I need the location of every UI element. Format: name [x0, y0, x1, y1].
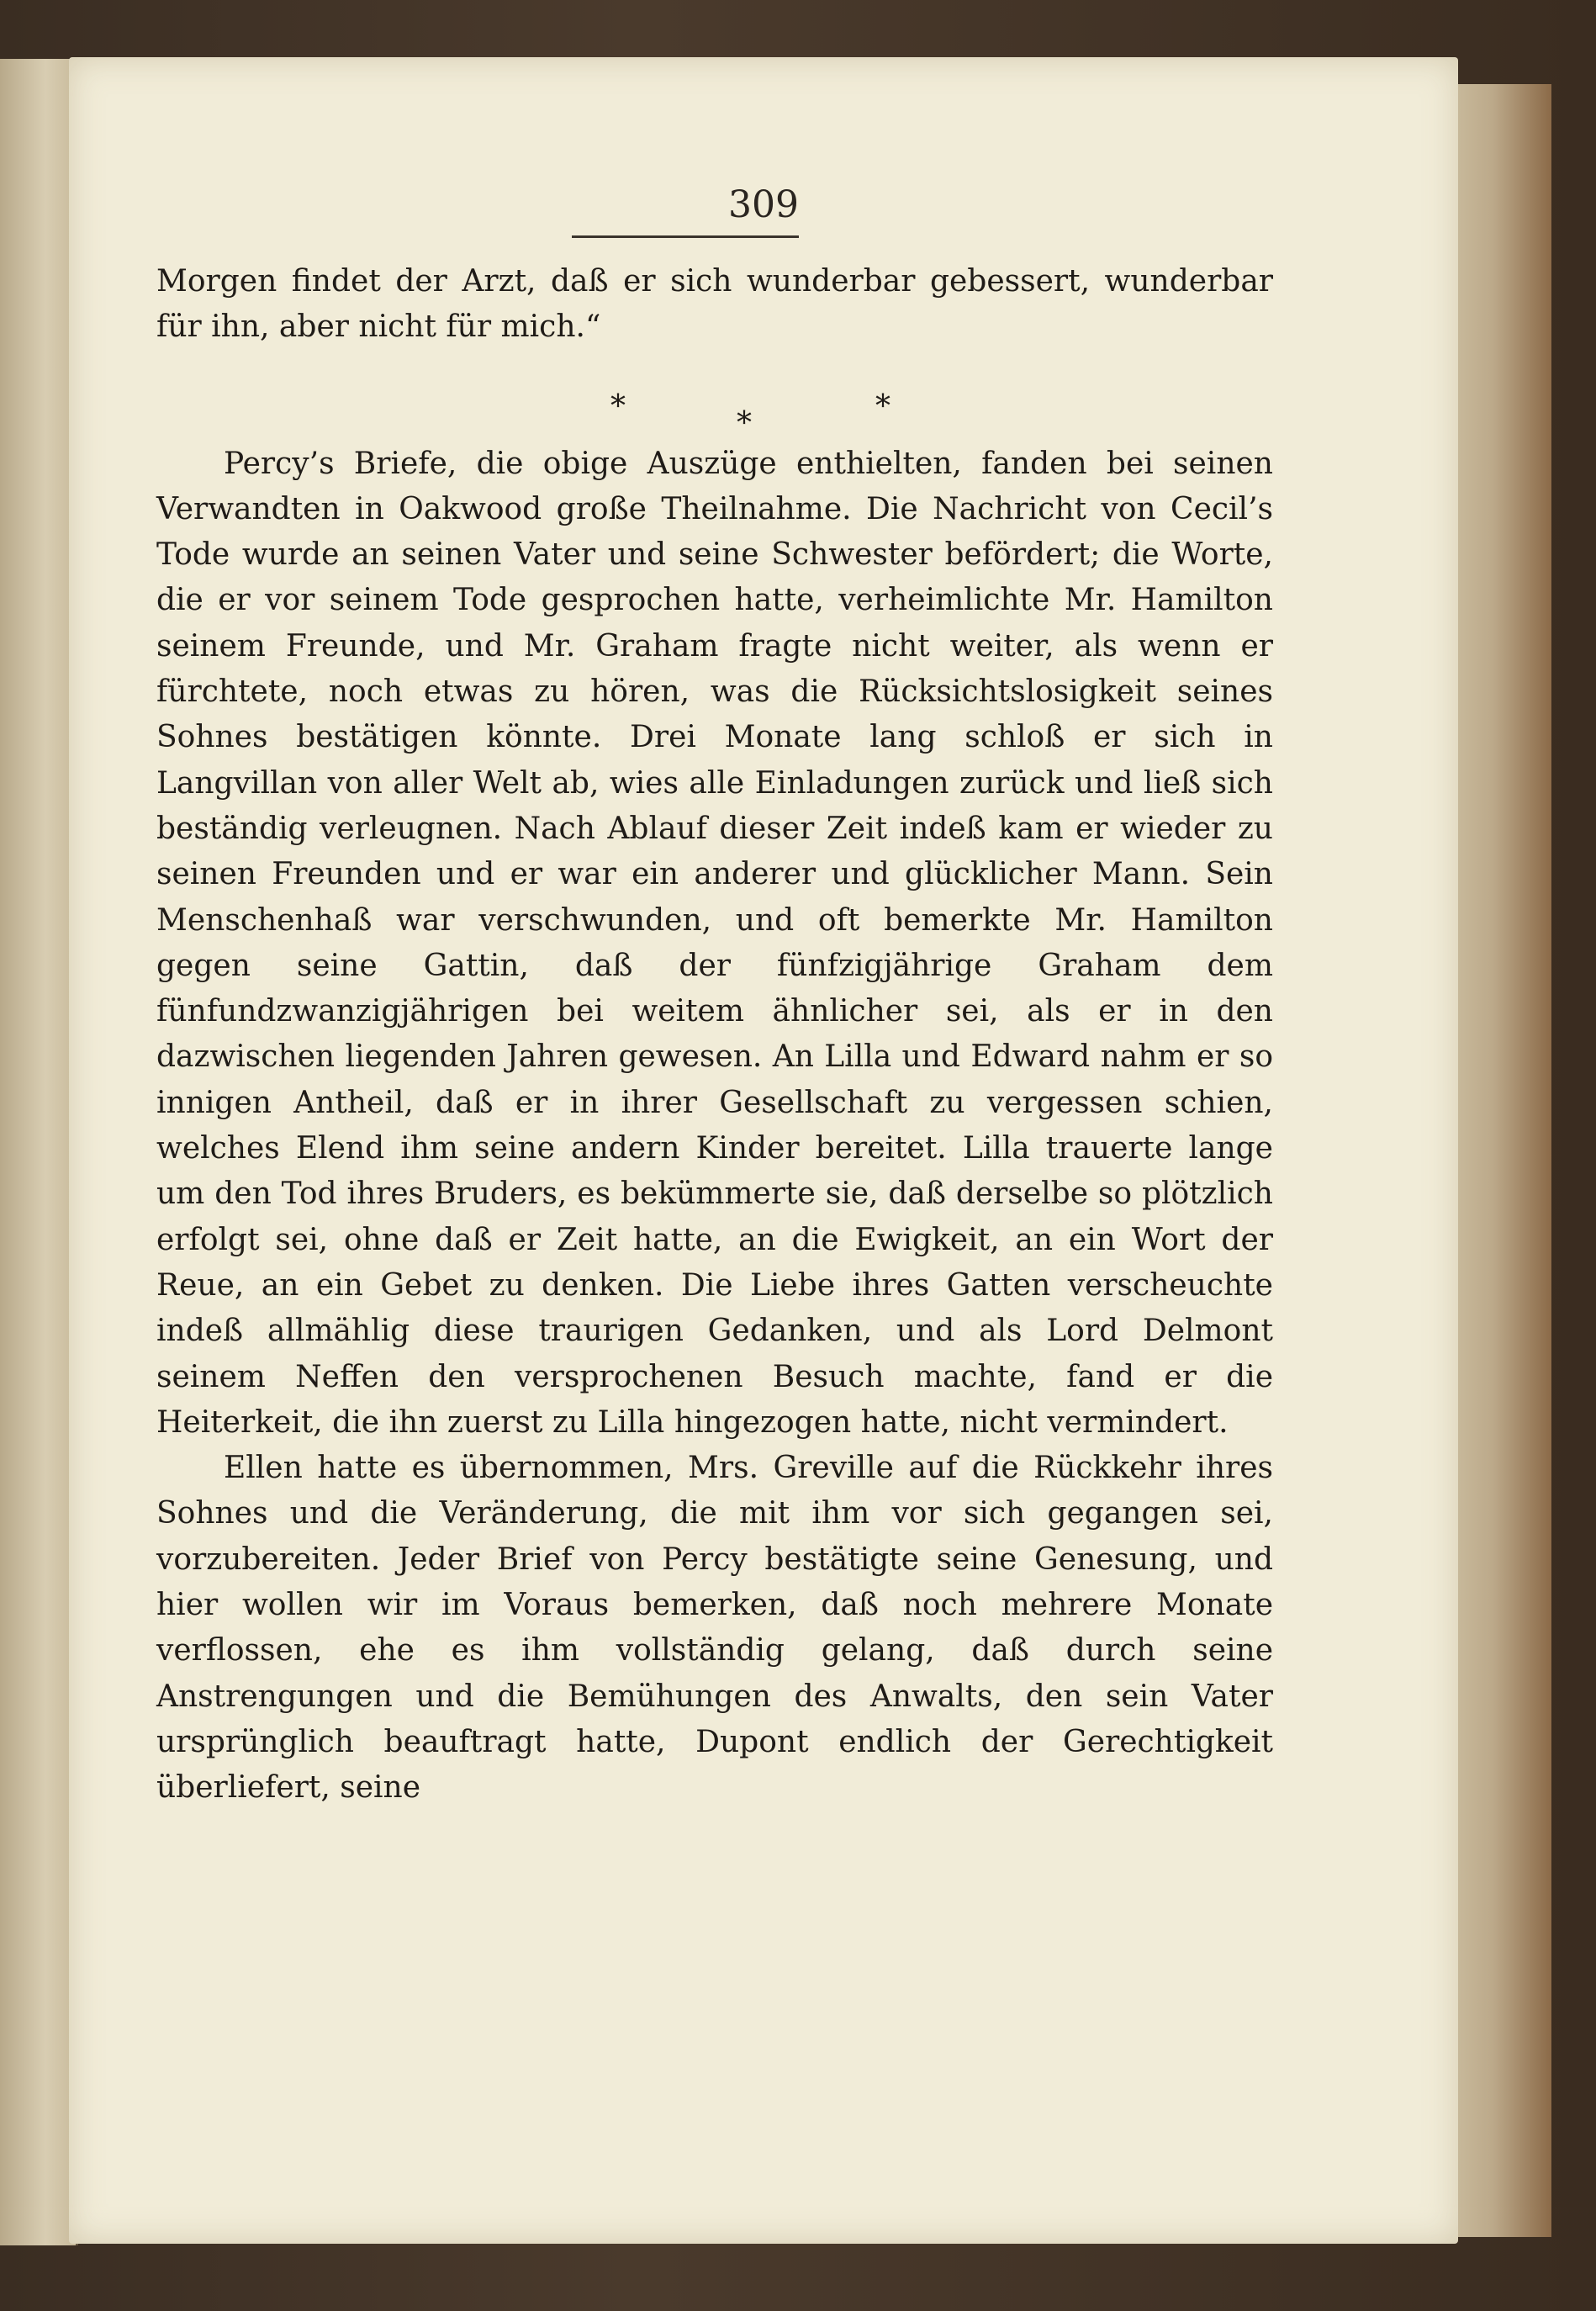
page-text: [156, 259, 1273, 1811]
page-number: 309: [728, 183, 799, 226]
paragraph-continued: Morgen findet der Arzt, daß er sich wunderbar gebessert, wunderbar für ihn, aber nicht für mich.“: [156, 264, 1273, 345]
paragraph: Percy’s Briefe, die obige Auszüge enthielten, fanden bei seinen Verwandten in Oakwood große Theilnahme. Die Nachricht von Cecil’s Tode wurde an seinen Vater und seine Schwester befördert; die Worte, die er vor seinem Tode gesprochen hatte, verheimlichte Mr. Hamilton seinem Freunde, und Mr. Graham fragte nicht weiter, als wenn er fürchtete, noch etwas zu hören, was die Rücksichtslosigkeit seines Sohnes bestätigen könnte. Drei Monate lang schloß er sich in Langvillan von aller Welt ab, wies alle Einladungen zurück und ließ sich beständig verleugnen. Nach Ablauf dieser Zeit indeß kam er wieder zu seinen Freunden und er war ein anderer und glücklicher Mann. Sein Menschenhaß war verschwunden, und oft bemerkte Mr. Hamilton gegen seine Gattin, daß der fünfzigjährige Graham dem fünfundzwanzigjährigen bei weitem ähnlicher sei, als er in den dazwischen liegenden Jahren gewesen. An Lilla und Edward nahm er so innigen Antheil, daß er in ihrer Gesellschaft zu vergessen schien, welches Elend ihm seine andern Kinder bereitet. Lilla trauerte lange um den Tod ihres Bruders, es bekümmerte sie, daß derselbe so plötzlich erfolgt sei, ohne daß er Zeit hatte, an die Ewigkeit, an ein Wort der Reue, an ein Gebet zu denken. Die Liebe ihres Gatten verscheuchte indeß allmählig diese traurigen Gedanken, und als Lord Delmont seinem Neffen den versprochenen Besuch machte, fand er die Heiterkeit, die ihn zuerst zu Lilla hingezogen hatte, nicht vermindert.: [156, 446, 1273, 1440]
section-star: *: [875, 389, 890, 424]
book-page: [69, 57, 1458, 2244]
left-page-edge: [0, 59, 78, 2245]
section-star: *: [737, 405, 752, 441]
header-rule: [572, 235, 799, 238]
section-star: *: [610, 389, 626, 424]
paragraph: Ellen hatte es übernommen, Mrs. Greville auf die Rückkehr ihres Sohnes und die Veränderung, die mit ihm vor sich gegangen sei, vorzubereiten. Jeder Brief von Percy bestätigte seine Genesung, und hier wollen wir im Voraus bemerken, daß noch mehrere Monate verflossen, ehe es ihm vollständig gelang, daß durch seine Anstrengungen und die Bemühungen des Anwalts, den sein Vater ursprünglich beauftragt hatte, Dupont endlich der Gerechtigkeit überliefert, seine: [156, 1451, 1273, 1806]
section-break: [156, 351, 1273, 442]
